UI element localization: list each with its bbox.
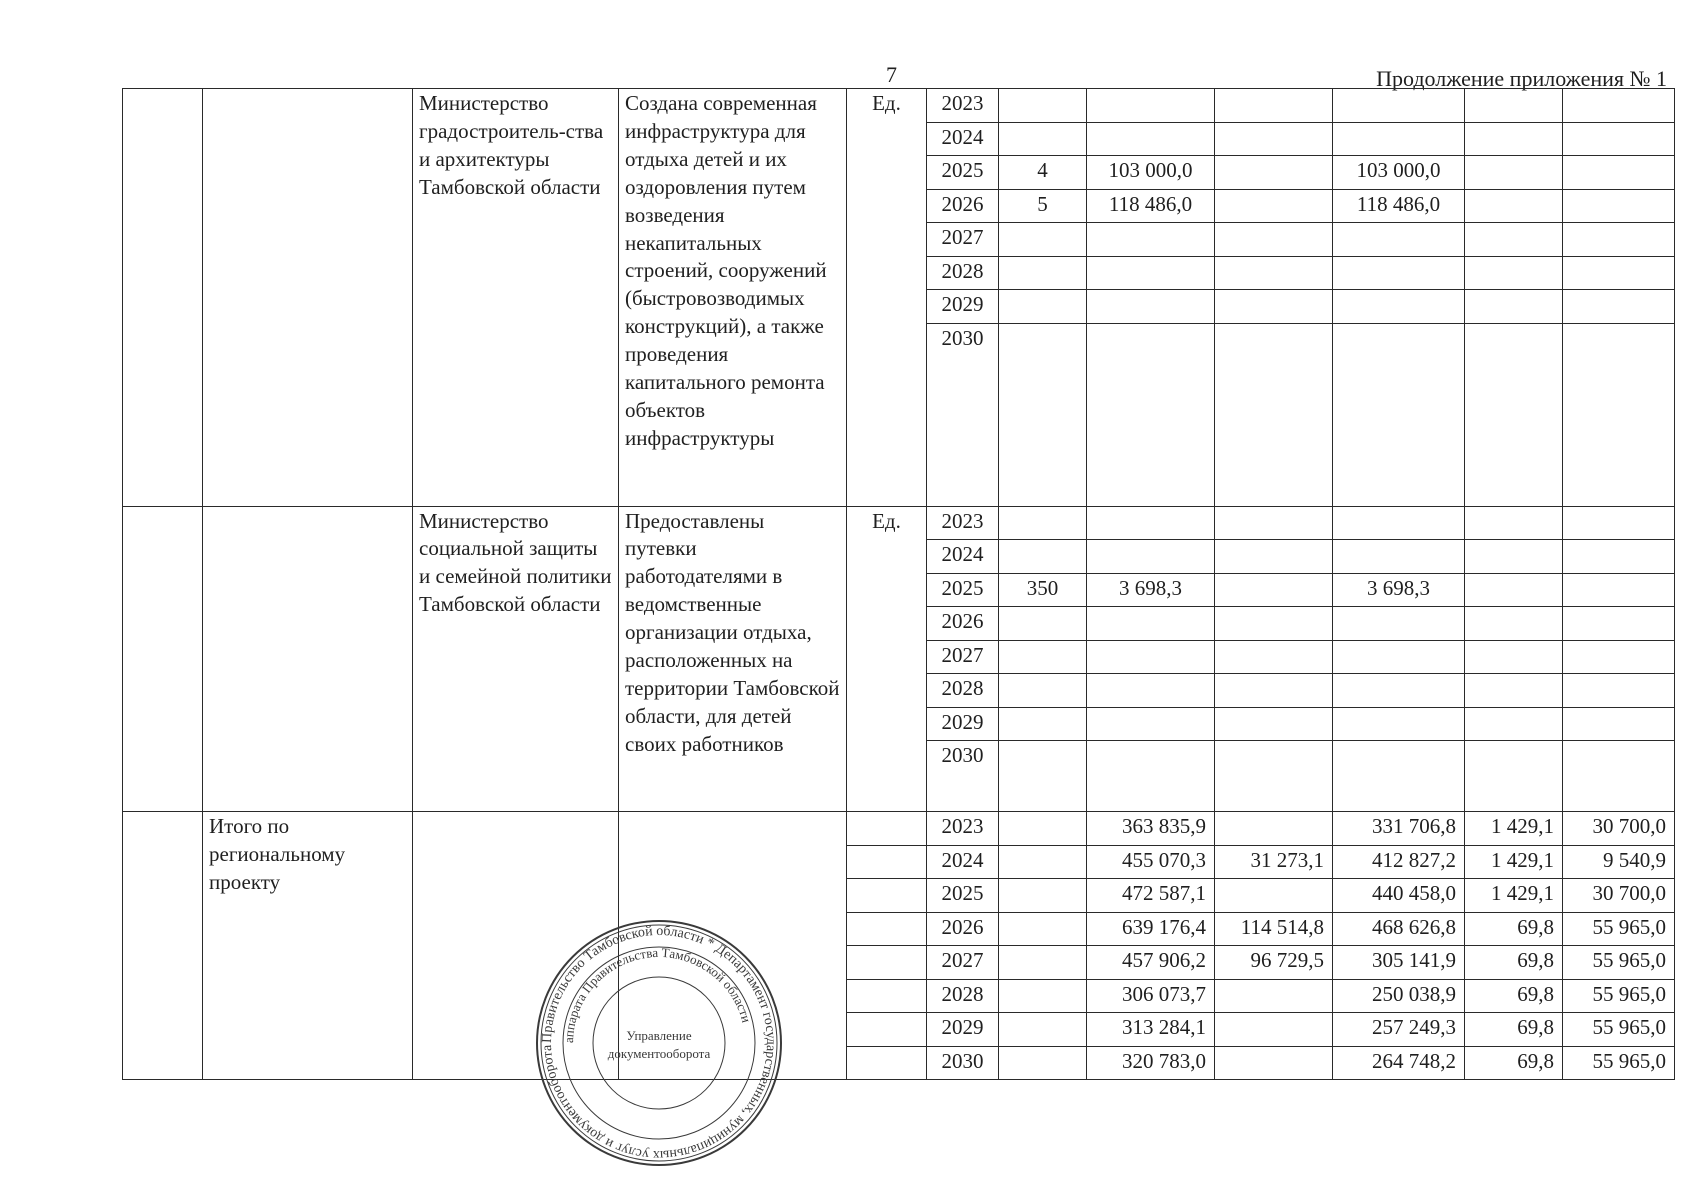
federal-cell [1215,1046,1333,1080]
federal-cell: 114 514,8 [1215,912,1333,946]
year-cell: 2027 [927,946,999,980]
federal-cell [1215,506,1333,540]
regional-cell [1333,290,1465,324]
municipal-cell [1465,256,1563,290]
indicator-value-cell [999,979,1087,1013]
total-cell: 455 070,3 [1087,845,1215,879]
regional-cell [1333,223,1465,257]
indicator-value-cell [999,323,1087,506]
regional-cell: 264 748,2 [1333,1046,1465,1080]
year-cell: 2025 [927,573,999,607]
indicator-value-cell [999,540,1087,574]
federal-cell [1215,640,1333,674]
name-cell [203,506,413,812]
municipal-cell [1465,607,1563,641]
regional-cell: 118 486,0 [1333,189,1465,223]
municipal-cell [1465,674,1563,708]
indicator-value-cell [999,845,1087,879]
unit-cell [847,1046,927,1080]
regional-cell: 257 249,3 [1333,1013,1465,1047]
indicator-value-cell [999,223,1087,257]
unit-cell: Ед. [847,89,927,507]
total-cell [1087,540,1215,574]
year-cell: 2030 [927,1046,999,1080]
year-cell: 2030 [927,323,999,506]
total-cell [1087,89,1215,123]
other-cell [1563,223,1675,257]
indicator-value-cell: 4 [999,156,1087,190]
unit-cell [847,946,927,980]
regional-cell [1333,640,1465,674]
federal-cell [1215,741,1333,812]
total-cell: 320 783,0 [1087,1046,1215,1080]
table-row [123,89,1675,123]
total-cell [1087,223,1215,257]
year-cell: 2028 [927,979,999,1013]
regional-cell [1333,506,1465,540]
regional-cell [1333,540,1465,574]
year-cell: 2023 [927,89,999,123]
municipal-cell [1465,707,1563,741]
indicator-value-cell [999,741,1087,812]
total-cell [1087,256,1215,290]
other-cell [1563,506,1675,540]
regional-cell [1333,674,1465,708]
other-cell [1563,256,1675,290]
indicator-value-cell [999,89,1087,123]
total-cell [1087,741,1215,812]
total-cell: 472 587,1 [1087,879,1215,913]
regional-cell [1333,607,1465,641]
year-cell: 2026 [927,912,999,946]
indicator-value-cell [999,607,1087,641]
other-cell: 55 965,0 [1563,979,1675,1013]
financing-table [122,88,1675,1080]
total-cell: 103 000,0 [1087,156,1215,190]
municipal-cell: 69,8 [1465,1013,1563,1047]
year-cell: 2027 [927,640,999,674]
year-cell: 2029 [927,1013,999,1047]
indicator-value-cell [999,707,1087,741]
municipal-cell: 1 429,1 [1465,845,1563,879]
federal-cell [1215,573,1333,607]
other-cell: 30 700,0 [1563,812,1675,846]
total-cell: 3 698,3 [1087,573,1215,607]
federal-cell [1215,256,1333,290]
federal-cell [1215,89,1333,123]
year-cell: 2025 [927,156,999,190]
federal-cell: 96 729,5 [1215,946,1333,980]
unit-cell [847,879,927,913]
result-cell: Создана современная инфраструктура для отдыха детей и их оздоровления путем возведения некапитальных строений, сооружений (быстровозводимых конструкций), а также проведения капитального ремонта объектов инфраструктуры [619,89,847,507]
municipal-cell [1465,122,1563,156]
municipal-cell [1465,223,1563,257]
unit-cell [847,845,927,879]
indicator-value-cell [999,912,1087,946]
regional-cell: 468 626,8 [1333,912,1465,946]
federal-cell [1215,156,1333,190]
indicator-value-cell [999,946,1087,980]
unit-cell [847,1013,927,1047]
regional-cell [1333,89,1465,123]
federal-cell [1215,323,1333,506]
year-cell: 2023 [927,812,999,846]
municipal-cell [1465,323,1563,506]
year-cell: 2025 [927,879,999,913]
table-row [123,506,1675,540]
municipal-cell [1465,640,1563,674]
federal-cell [1215,122,1333,156]
municipal-cell [1465,290,1563,324]
unit-cell [847,812,927,846]
other-cell [1563,189,1675,223]
total-cell [1087,640,1215,674]
unit-cell [847,912,927,946]
municipal-cell [1465,156,1563,190]
year-cell: 2023 [927,506,999,540]
year-cell: 2029 [927,707,999,741]
indicator-value-cell [999,122,1087,156]
other-cell [1563,540,1675,574]
stamp-center-line2: документооборота [607,1046,711,1061]
year-cell: 2024 [927,122,999,156]
indicator-value-cell: 350 [999,573,1087,607]
other-cell: 55 965,0 [1563,946,1675,980]
stamp-inner-text: аппарата Правительства Тамбовской области [560,944,755,1044]
regional-cell [1333,122,1465,156]
indicator-value-cell [999,640,1087,674]
regional-cell [1333,707,1465,741]
executor-cell: Министерство градостроитель-ства и архитектуры Тамбовской области [413,89,619,507]
table-row [123,812,1675,846]
regional-cell: 103 000,0 [1333,156,1465,190]
year-cell: 2027 [927,223,999,257]
name-cell [203,89,413,507]
federal-cell [1215,674,1333,708]
other-cell [1563,707,1675,741]
federal-cell [1215,223,1333,257]
municipal-cell: 69,8 [1465,979,1563,1013]
indicator-value-cell [999,1046,1087,1080]
federal-cell [1215,540,1333,574]
total-cell [1087,506,1215,540]
unit-cell [847,979,927,1013]
stamp-outer-text: Правительство Тамбовской области * Департамент государственных, муниципальных услуг и документооборота [539,923,779,1163]
year-cell: 2024 [927,845,999,879]
regional-cell [1333,256,1465,290]
other-cell [1563,290,1675,324]
appendix-continuation-label: Продолжение приложения № 1 [1376,66,1667,91]
total-cell: 457 906,2 [1087,946,1215,980]
total-cell [1087,607,1215,641]
year-cell: 2028 [927,256,999,290]
total-cell [1087,323,1215,506]
regional-cell [1333,323,1465,506]
municipal-cell: 69,8 [1465,912,1563,946]
indicator-value-cell [999,879,1087,913]
municipal-cell: 69,8 [1465,946,1563,980]
federal-cell [1215,812,1333,846]
municipal-cell: 1 429,1 [1465,812,1563,846]
indicator-value-cell [999,506,1087,540]
regional-cell: 3 698,3 [1333,573,1465,607]
federal-cell [1215,707,1333,741]
indicator-value-cell [999,812,1087,846]
total-cell [1087,707,1215,741]
result-cell: Предоставлены путевки работодателями в ведомственные организации отдыха, расположенных на территории Тамбовской области, для детей своих работников [619,506,847,812]
regional-cell [1333,741,1465,812]
stamp-center-line1: Управление [626,1028,692,1043]
municipal-cell [1465,741,1563,812]
municipal-cell [1465,506,1563,540]
municipal-cell [1465,540,1563,574]
indicator-value-cell: 5 [999,189,1087,223]
other-cell [1563,323,1675,506]
other-cell [1563,607,1675,641]
municipal-cell [1465,89,1563,123]
official-stamp [534,918,784,1168]
totals-label-cell: Итого по региональному проекту [203,812,413,1080]
federal-cell [1215,189,1333,223]
federal-cell [1215,879,1333,913]
total-cell: 363 835,9 [1087,812,1215,846]
municipal-cell: 69,8 [1465,1046,1563,1080]
other-cell [1563,674,1675,708]
federal-cell [1215,607,1333,641]
total-cell: 313 284,1 [1087,1013,1215,1047]
other-cell [1563,156,1675,190]
other-cell [1563,640,1675,674]
other-cell: 55 965,0 [1563,1046,1675,1080]
indicator-value-cell [999,290,1087,324]
total-cell [1087,290,1215,324]
total-cell [1087,122,1215,156]
municipal-cell: 1 429,1 [1465,879,1563,913]
other-cell: 55 965,0 [1563,912,1675,946]
year-cell: 2029 [927,290,999,324]
other-cell [1563,573,1675,607]
federal-cell: 31 273,1 [1215,845,1333,879]
regional-cell: 412 827,2 [1333,845,1465,879]
year-cell: 2028 [927,674,999,708]
municipal-cell [1465,189,1563,223]
year-cell: 2026 [927,607,999,641]
regional-cell: 305 141,9 [1333,946,1465,980]
year-cell: 2026 [927,189,999,223]
unit-cell: Ед. [847,506,927,812]
regional-cell: 331 706,8 [1333,812,1465,846]
indicator-value-cell [999,1013,1087,1047]
number-cell [123,812,203,1080]
municipal-cell [1465,573,1563,607]
executor-cell: Министерство социальной защиты и семейной политики Тамбовской области [413,506,619,812]
indicator-value-cell [999,674,1087,708]
regional-cell: 440 458,0 [1333,879,1465,913]
other-cell: 55 965,0 [1563,1013,1675,1047]
total-cell: 639 176,4 [1087,912,1215,946]
other-cell: 9 540,9 [1563,845,1675,879]
federal-cell [1215,1013,1333,1047]
year-cell: 2024 [927,540,999,574]
regional-cell: 250 038,9 [1333,979,1465,1013]
number-cell [123,89,203,507]
number-cell [123,506,203,812]
total-cell [1087,674,1215,708]
indicator-value-cell [999,256,1087,290]
total-cell: 306 073,7 [1087,979,1215,1013]
other-cell: 30 700,0 [1563,879,1675,913]
federal-cell [1215,979,1333,1013]
page-number: 7 [886,62,897,87]
other-cell [1563,89,1675,123]
other-cell [1563,122,1675,156]
federal-cell [1215,290,1333,324]
year-cell: 2030 [927,741,999,812]
other-cell [1563,741,1675,812]
total-cell: 118 486,0 [1087,189,1215,223]
